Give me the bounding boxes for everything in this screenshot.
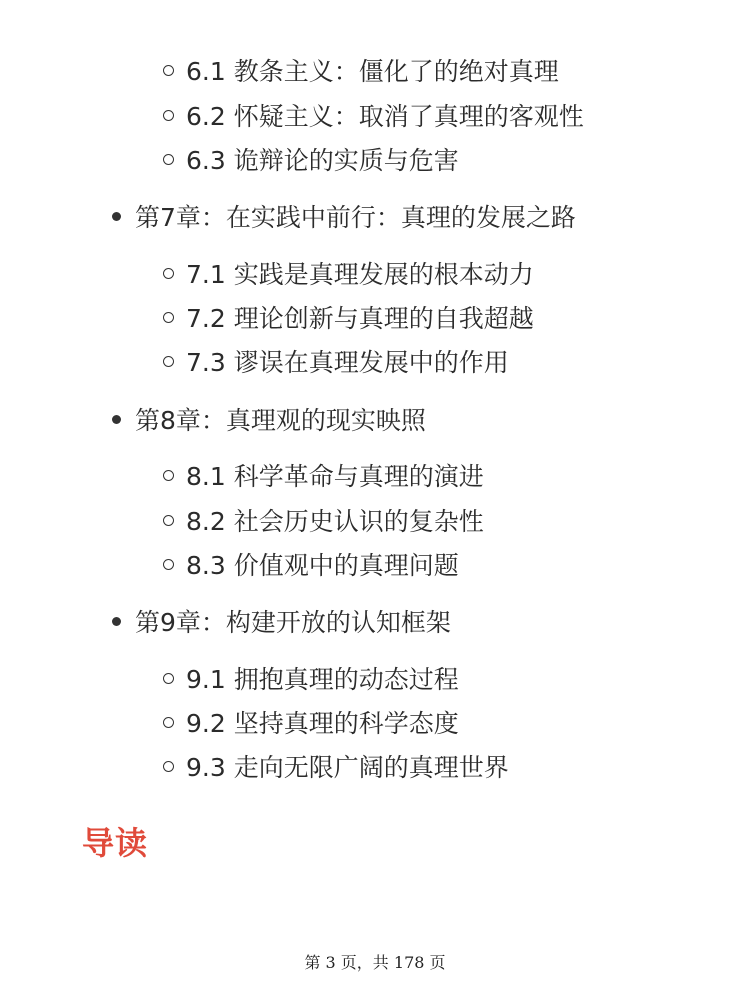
toc-item-label: 7.2 理论创新与真理的自我超越 — [186, 304, 534, 333]
toc-item-label: 6.3 诡辩论的实质与危害 — [186, 146, 459, 175]
toc-chapter-label: 第8章：真理观的现实映照 — [135, 406, 426, 435]
toc-item[interactable] — [163, 299, 534, 335]
hollow-bullet-icon — [163, 154, 174, 165]
toc-item-label: 6.2 怀疑主义：取消了真理的客观性 — [186, 102, 584, 131]
filled-bullet-icon — [112, 617, 121, 626]
hollow-bullet-icon — [163, 673, 174, 684]
toc-item[interactable] — [163, 343, 509, 379]
toc-item[interactable] — [163, 255, 534, 291]
page-number-footer: 第 3 页，共 178 页 — [304, 953, 446, 972]
toc-item-label: 8.3 价值观中的真理问题 — [186, 551, 459, 580]
toc-item[interactable] — [163, 97, 584, 133]
toc-item[interactable] — [163, 141, 459, 177]
filled-bullet-icon — [112, 212, 121, 221]
toc-item-label: 9.1 拥抱真理的动态过程 — [186, 665, 459, 694]
toc-chapter-label: 第9章：构建开放的认知框架 — [135, 608, 451, 637]
hollow-bullet-icon — [163, 356, 174, 367]
toc-item-label: 8.2 社会历史认识的复杂性 — [186, 507, 484, 536]
toc-item[interactable] — [163, 546, 459, 582]
toc-chapter-label: 第7章：在实践中前行：真理的发展之路 — [135, 203, 576, 232]
toc-item-label: 7.3 谬误在真理发展中的作用 — [186, 348, 509, 377]
toc-chapter-item[interactable] — [112, 603, 451, 639]
toc-item-label: 7.1 实践是真理发展的根本动力 — [186, 260, 534, 289]
hollow-bullet-icon — [163, 268, 174, 279]
toc-chapter-item[interactable] — [112, 198, 576, 234]
hollow-bullet-icon — [163, 559, 174, 570]
hollow-bullet-icon — [163, 110, 174, 121]
toc-item-label: 9.3 走向无限广阔的真理世界 — [186, 753, 509, 782]
hollow-bullet-icon — [163, 717, 174, 728]
toc-item-label: 8.1 科学革命与真理的演进 — [186, 462, 484, 491]
filled-bullet-icon — [112, 415, 121, 424]
hollow-bullet-icon — [163, 515, 174, 526]
toc-chapter-item[interactable] — [112, 401, 426, 437]
toc-item-label: 9.2 坚持真理的科学态度 — [186, 709, 459, 738]
toc-item[interactable] — [163, 660, 459, 696]
toc-item[interactable] — [163, 52, 559, 88]
toc-item[interactable] — [163, 457, 484, 493]
hollow-bullet-icon — [163, 312, 174, 323]
section-heading: 导读 — [82, 824, 149, 862]
toc-item[interactable] — [163, 704, 459, 740]
hollow-bullet-icon — [163, 470, 174, 481]
hollow-bullet-icon — [163, 761, 174, 772]
hollow-bullet-icon — [163, 65, 174, 76]
toc-item[interactable] — [163, 502, 484, 538]
toc-item-label: 6.1 教条主义：僵化了的绝对真理 — [186, 57, 559, 86]
toc-item[interactable] — [163, 748, 509, 784]
